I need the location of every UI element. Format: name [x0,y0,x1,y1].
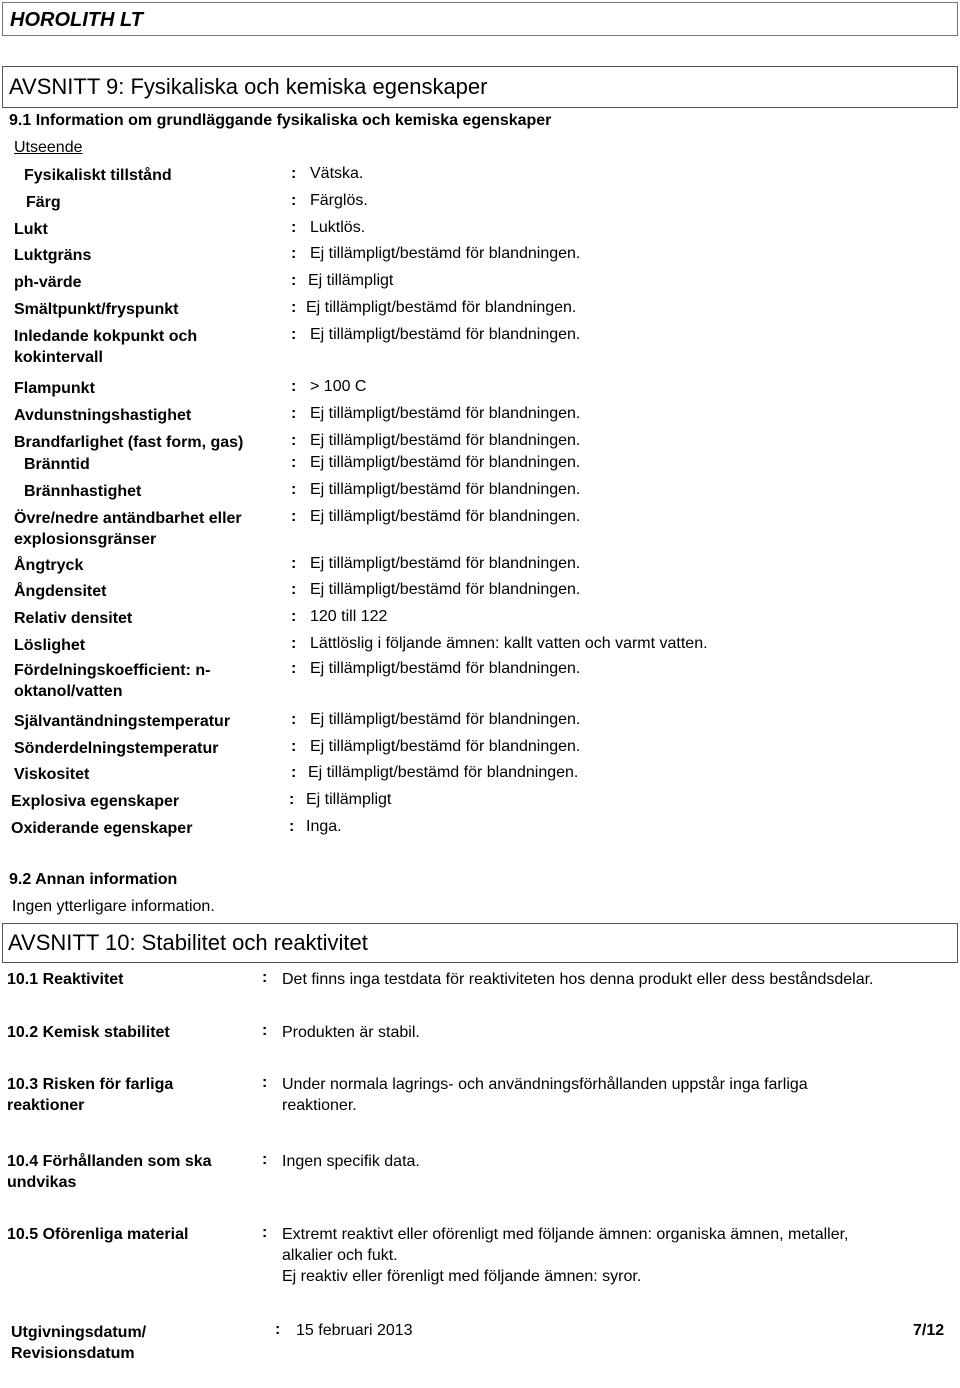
property-value: 120 till 122 [310,608,388,625]
property-value: Ej tillämpligt/bestämd för blandningen. [310,555,581,572]
footer-label-line2: Revisionsdatum [11,1345,135,1362]
property-value: Lättlöslig i följande ämnen: kallt vatten och varmt vatten. [310,635,708,652]
footer-page-number: 7/12 [913,1322,945,1339]
colon-separator: : [262,969,268,986]
property-label-line: Ångtryck [14,557,84,574]
colon-separator: : [291,454,297,471]
property-label-line: oktanol/vatten [14,683,123,700]
stability-value-line: alkalier och fukt. [282,1247,398,1264]
property-value: Ej tillämpligt/bestämd för blandningen. [310,581,581,598]
stability-label-line: 10.2 Kemisk stabilitet [7,1024,170,1041]
property-value: Ej tillämpligt/bestämd för blandningen. [308,764,579,781]
property-value: Ej tillämpligt/bestämd för blandningen. [310,245,581,262]
property-value: Ej tillämpligt/bestämd för blandningen. [310,405,581,422]
stability-label [7,1224,188,1245]
stability-value [282,1022,420,1043]
stability-value-line: reaktioner. [282,1097,357,1114]
section-9-1-heading: 9.1 Information om grundläggande fysikaliska och kemiska egenskaper [9,112,552,129]
product-name: HOROLITH LT [10,9,143,31]
property-label-line: Oxiderande egenskaper [11,820,193,837]
property-label [14,405,191,426]
property-label-line: Sönderdelningstemperatur [14,740,219,757]
property-label [14,764,89,785]
stability-label-line: 10.3 Risken för farliga [7,1076,174,1093]
property-label-line: Bränntid [24,456,90,473]
property-label [14,245,91,266]
colon-separator: : [291,192,297,209]
property-value: Vätska. [310,165,364,182]
property-label [14,738,218,759]
colon-separator: : [291,245,297,262]
property-value: Ej tillämpligt/bestämd för blandningen. [310,326,581,343]
stability-value-line: Extremt reaktivt eller oförenligt med följande ämnen: organiska ämnen, metaller, [282,1226,849,1243]
property-label-line: Relativ densitet [14,610,133,627]
property-label-line: Flampunkt [14,380,95,397]
property-label-line: Inledande kokpunkt och [14,328,198,345]
colon-separator: : [291,608,297,625]
stability-value-line: Under normala lagrings- och användningsförhållanden uppstår inga farliga [282,1076,808,1093]
property-label [14,219,48,240]
colon-separator: : [291,581,297,598]
property-label [11,818,192,839]
colon-separator: : [291,738,297,755]
stability-value [282,1074,808,1116]
property-label-line: Avdunstningshastighet [14,407,192,424]
colon-separator: : [291,326,297,343]
property-label [14,608,132,629]
property-label [11,791,179,812]
colon-separator: : [291,555,297,572]
property-value: Luktlös. [310,219,366,236]
property-label [14,432,243,453]
property-value: Ej tillämpligt [306,791,392,808]
property-label-line: Lukt [14,221,48,238]
property-value: Ej tillämpligt [308,272,394,289]
colon-separator: : [262,1022,268,1039]
stability-label [7,969,124,990]
colon-separator: : [291,299,297,316]
colon-separator: : [262,1151,268,1168]
colon-separator: : [289,818,295,835]
property-label-line: kokintervall [14,349,103,366]
stability-value-line: Produkten är stabil. [282,1024,420,1041]
property-label [14,272,82,293]
property-value: > 100 C [310,378,367,395]
property-value: Ej tillämpligt/bestämd för blandningen. [310,738,581,755]
stability-label-line: undvikas [7,1174,77,1191]
property-label [14,326,197,368]
property-label [24,481,141,502]
property-label [14,378,95,399]
property-label-line: Övre/nedre antändbarhet eller [14,510,242,527]
colon-separator: : [291,481,297,498]
colon-separator: : [262,1224,268,1241]
section-9-title-box [2,66,958,108]
appearance-heading: Utseende [14,139,83,156]
property-label-line: explosionsgränser [14,531,157,548]
property-label-line: Brännhastighet [24,483,142,500]
property-value: Ej tillämpligt/bestämd för blandningen. [310,432,581,449]
stability-label [7,1022,170,1043]
stability-label [7,1074,173,1116]
section-9-2-heading: 9.2 Annan information [9,871,178,888]
colon-separator: : [291,711,297,728]
property-label-line: Självantändningstemperatur [14,713,231,730]
property-value: Inga. [306,818,342,835]
stability-label-line: 10.4 Förhållanden som ska [7,1153,212,1170]
footer-date: 15 februari 2013 [296,1322,413,1339]
colon-separator: : [291,635,297,652]
colon-separator: : [291,660,297,677]
property-label [14,299,178,320]
footer-colon: : [275,1321,281,1338]
property-label [14,660,210,702]
stability-value [282,1224,849,1287]
property-label-line: Luktgräns [14,247,92,264]
property-label [14,508,242,550]
property-value: Ej tillämpligt/bestämd för blandningen. [310,711,581,728]
colon-separator: : [291,378,297,395]
colon-separator: : [291,508,297,525]
property-value: Ej tillämpligt/bestämd för blandningen. [310,508,581,525]
property-label [14,555,83,576]
colon-separator: : [289,791,295,808]
stability-label-line: reaktioner [7,1097,85,1114]
colon-separator: : [291,219,297,236]
property-label-line: Brandfarlighet (fast form, gas) [14,434,244,451]
stability-label-line: 10.5 Oförenliga material [7,1226,189,1243]
property-label-line: Explosiva egenskaper [11,793,180,810]
footer-date-label [11,1322,146,1364]
colon-separator: : [291,432,297,449]
stability-value-line: Ej reaktiv eller förenligt med följande ämnen: syror. [282,1268,642,1285]
property-label-line: Färg [26,194,61,211]
colon-separator: : [291,165,297,182]
stability-value [282,1151,420,1172]
property-value: Ej tillämpligt/bestämd för blandningen. [310,660,581,677]
stability-value-line: Ingen specifik data. [282,1153,420,1170]
property-label-line: Fördelningskoefficient: n- [14,662,211,679]
colon-separator: : [291,405,297,422]
colon-separator: : [262,1074,268,1091]
property-label-line: Ångdensitet [14,583,107,600]
section-10-title-box [2,923,958,963]
property-label-line: Fysikaliskt tillstånd [24,167,172,184]
colon-separator: : [291,764,297,781]
property-label [24,165,172,186]
property-value: Ej tillämpligt/bestämd för blandningen. [310,454,581,471]
property-value: Ej tillämpligt/bestämd för blandningen. [310,481,581,498]
section-9-2-text: Ingen ytterligare information. [12,898,215,915]
property-label [26,192,61,213]
footer-label-line1: Utgivningsdatum/ [11,1324,147,1341]
document-header [2,2,958,36]
property-label-line: Löslighet [14,637,86,654]
property-label-line: ph-värde [14,274,82,291]
stability-value-line: Det finns inga testdata för reaktiviteten hos denna produkt eller dess beståndsdelar. [282,971,874,988]
property-value: Färglös. [310,192,368,209]
property-label [14,635,85,656]
property-value: Ej tillämpligt/bestämd för blandningen. [306,299,577,316]
property-label [24,454,90,475]
stability-label-line: 10.1 Reaktivitet [7,971,124,988]
section-9-title: AVSNITT 9: Fysikaliska och kemiska egenskaper [9,74,488,99]
stability-label [7,1151,212,1193]
property-label-line: Viskositet [14,766,90,783]
section-10-title: AVSNITT 10: Stabilitet och reaktivitet [8,930,368,955]
property-label [14,711,230,732]
colon-separator: : [291,272,297,289]
property-label-line: Smältpunkt/fryspunkt [14,301,179,318]
property-label [14,581,106,602]
stability-value [282,969,873,990]
